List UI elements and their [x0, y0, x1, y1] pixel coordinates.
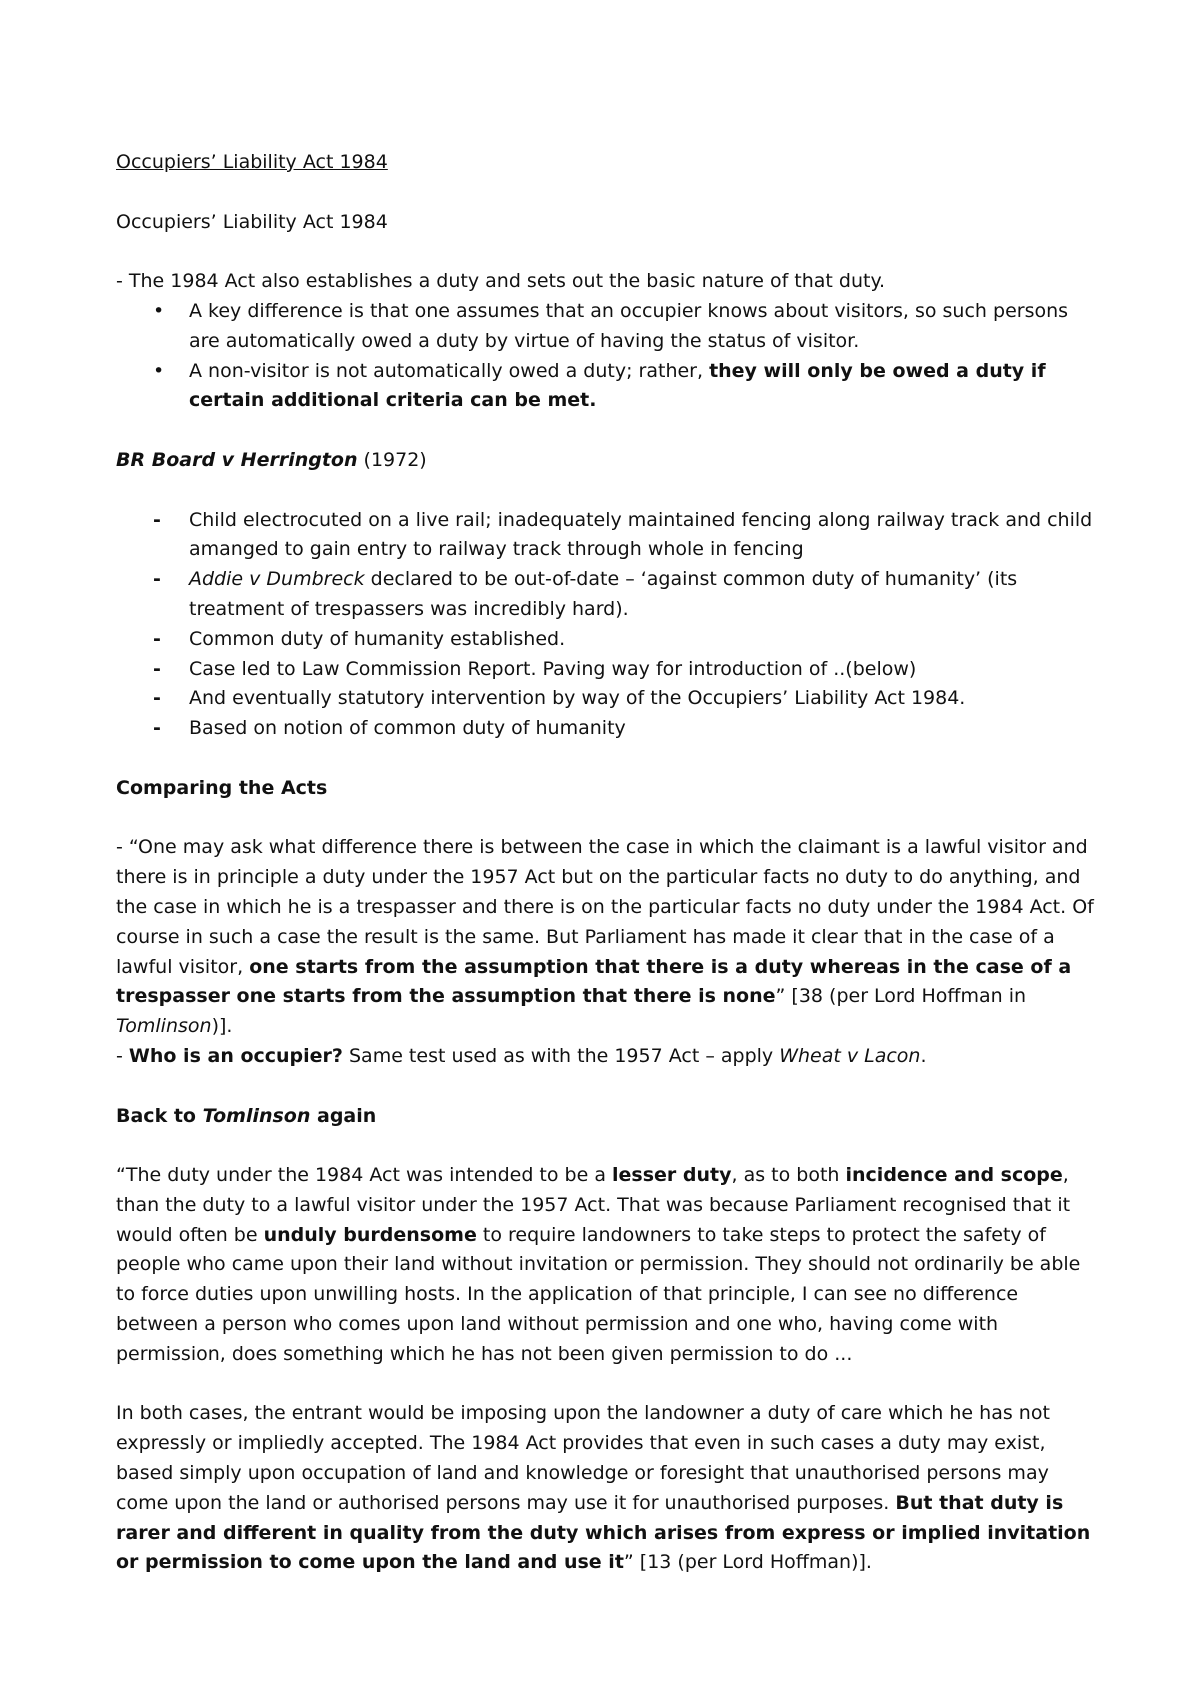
spacer	[116, 1072, 1096, 1102]
heading-text: Back to	[116, 1104, 203, 1127]
dash-item: - And eventually statutory intervention by way of the Occupiers’ Liability Act 1984.	[116, 684, 1096, 714]
bullet-text: A non-visitor is not automatically owed a duty; rather,	[189, 359, 710, 382]
case-name: BR Board v Herrington	[116, 448, 358, 471]
case-reference: Tomlinson	[202, 1104, 311, 1127]
spacer	[116, 416, 1096, 446]
occupier-text: -	[116, 1044, 129, 1067]
case-reference: Wheat v Lacon	[779, 1044, 921, 1067]
quote-bold-text: lesser duty	[612, 1164, 732, 1187]
bullet-item	[116, 357, 1096, 417]
quote-bold-text: incidence and scope	[845, 1164, 1063, 1187]
occupier-text: Same test used as with the 1957 Act – apply	[342, 1044, 780, 1067]
quote-text: - “One may ask what difference there is between the case in which the claimant is a lawful visitor and there is in principle a duty under the 1957 Act but on the particular facts no duty to do anything, and the case in which he is a trespasser and there is on the particular facts no duty under the 1984 Act. Of course in such a case the result is the same. But Parliament has made it clear that in the case of a lawful visitor,	[116, 836, 1094, 978]
dash-text: declared to be out-of-date – ‘against common duty of humanity’ (its treatment of trespassers was incredibly hard).	[189, 568, 1018, 620]
occupier-text: .	[920, 1044, 927, 1067]
case-heading	[116, 446, 1096, 476]
quote-bold-text: But that duty is rarer and different in quality from the duty which arises from express or implied invitation or permission to come upon the land and use it	[116, 1491, 1091, 1574]
case-reference: Tomlinson	[116, 1015, 212, 1038]
quote-bold-text: unduly burdensome	[263, 1223, 477, 1246]
comparing-heading: Comparing the Acts	[116, 776, 328, 799]
dash-item: - Based on notion of common duty of humanity	[116, 714, 1096, 744]
subtitle-text: Occupiers’ Liability Act 1984	[116, 210, 388, 233]
dash-item: - Common duty of humanity established.	[116, 625, 1096, 655]
intro-paragraph: - The 1984 Act also establishes a duty and sets out the basic nature of that duty.	[116, 270, 886, 293]
spacer	[116, 237, 1096, 267]
bullet-item: • A key difference is that one assumes that an occupier knows about visitors, so such persons are automatically owed a duty by virtue of having the status of visitor.	[116, 297, 1096, 357]
title-text: Occupiers’ Liability Act 1984	[116, 151, 388, 173]
tomlinson-quote-paragraph-2	[116, 1399, 1096, 1578]
tomlinson-heading	[116, 1102, 1096, 1132]
quote-text: ” [38 (per Lord Hoffman in	[775, 985, 1027, 1008]
spacer	[116, 1370, 1096, 1400]
occupier-bold-text: Who is an occupier?	[128, 1044, 343, 1067]
tomlinson-quote-paragraph-1	[116, 1161, 1096, 1370]
section-heading	[116, 208, 1096, 238]
dash-item	[116, 565, 1096, 625]
herrington-dash-list	[116, 506, 1096, 744]
document-title	[116, 148, 1096, 178]
intro-bullet-list	[116, 297, 1096, 416]
hoffman-quote-paragraph	[116, 833, 1096, 1042]
spacer	[116, 178, 1096, 208]
spacer	[116, 476, 1096, 506]
bullet-bold-text: they will only be owed a duty if certain additional criteria can be met.	[189, 359, 1046, 412]
spacer	[116, 1131, 1096, 1161]
quote-bold-text: one starts from the assumption that there is a duty whereas in the case of a trespasser one starts from the assumption that there is none	[116, 955, 1072, 1008]
heading-text: again	[310, 1104, 377, 1127]
quote-text: , as to both	[731, 1164, 846, 1187]
quote-text: ” [13 (per Lord Hoffman)].	[623, 1551, 872, 1574]
document-page	[116, 148, 1096, 1578]
dash-item: - Case led to Law Commission Report. Paving way for introduction of ..(below)	[116, 655, 1096, 685]
occupier-paragraph	[116, 1042, 1096, 1072]
quote-text: to require landowners to take steps to protect the safety of people who came upon their land without invitation or permission. They should not ordinarily be able to force duties upon unwilling hosts. In the application of that principle, I can see no difference between a person who comes upon land without permission and one who, having come with permission, does something which he has not been given permission to do ...	[116, 1223, 1081, 1365]
quote-text: )].	[211, 1015, 233, 1038]
spacer	[116, 744, 1096, 774]
quote-text: In both cases, the entrant would be imposing upon the landowner a duty of care which he has not expressly or impliedly accepted. The 1984 Act provides that even in such cases a duty may exist, based simply upon occupation of land and knowledge or foresight that unauthorised persons may come upon the land or authorised persons may use it for unauthorised purposes.	[116, 1402, 1050, 1514]
spacer	[116, 804, 1096, 834]
dash-item: - Child electrocuted on a live rail; inadequately maintained fencing along railway track and child amanged to gain entry to railway track through whole in fencing	[116, 506, 1096, 566]
quote-text: , than the duty to a lawful visitor under the 1957 Act. That was because Parliament recognised that it would often be	[116, 1164, 1071, 1246]
quote-text: “The duty under the 1984 Act was intended to be a	[116, 1164, 613, 1187]
case-reference: Addie v Dumbreck	[189, 568, 365, 591]
case-year: (1972)	[357, 448, 427, 471]
